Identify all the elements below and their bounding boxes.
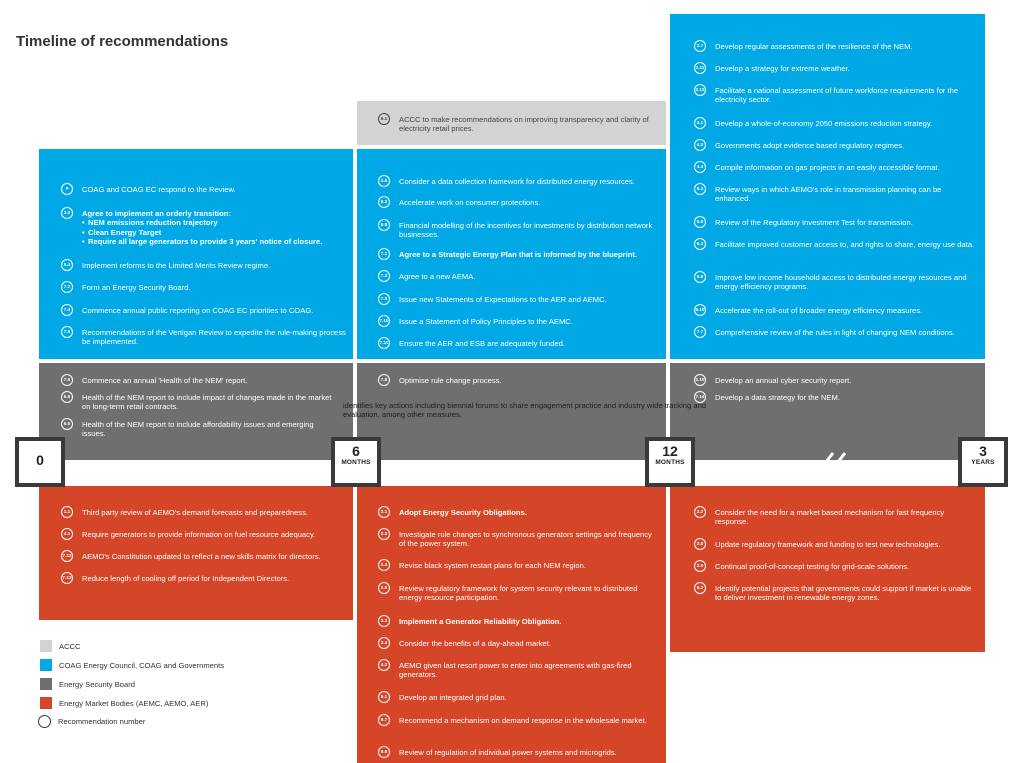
- recommendation-text: Recommend a mechanism on demand response in the wholesale market.: [399, 716, 647, 725]
- recommendation: [378, 221, 658, 240]
- recommendation: [694, 584, 977, 603]
- timeline-marker-6-months: [331, 437, 381, 487]
- recommendation-number: 4.4: [694, 161, 706, 173]
- recommendation-number: 6.6: [694, 271, 706, 283]
- recommendation-number: 2.3: [378, 528, 390, 540]
- recommendation-text: Continual proof-of-concept testing for grid-scale solutions.: [715, 562, 910, 571]
- recommendation-text: Issue new Statements of Expectations to the AER and AEMC.: [399, 295, 607, 304]
- recommendation-number: 3.1: [694, 117, 706, 129]
- legend-label: Recommendation number: [58, 717, 146, 726]
- recommendation-number: 2.7: [694, 40, 706, 52]
- recommendation: [61, 574, 346, 584]
- recommendation-text: Health of the NEM report to include impact of changes made in the market on long-term retail contracts.: [82, 393, 332, 412]
- recommendation: [378, 693, 658, 703]
- recommendation: [61, 261, 346, 271]
- recommendation-number: 7.9: [61, 326, 73, 338]
- recommendation-number: 5.1: [378, 691, 390, 703]
- bullet-item: • Clean Energy Target: [88, 228, 322, 237]
- recommendation: [378, 508, 658, 518]
- recommendation-text: Adopt Energy Security Obligations.: [399, 508, 527, 517]
- recommendation: [694, 376, 977, 386]
- recommendation-number: 4.3: [694, 139, 706, 151]
- recommendation: [378, 530, 658, 549]
- recommendation-text: COAG and COAG EC respond to the Review.: [82, 185, 236, 194]
- recommendation-number: 7.5: [378, 293, 390, 305]
- legend-swatch: [40, 697, 52, 709]
- recommendation-number: 6.2: [378, 196, 390, 208]
- recommendation-number: 2.6: [378, 175, 390, 187]
- recommendation-text: Health of the NEM report to include affordability issues and emerging issues.: [82, 420, 314, 439]
- recommendation-text: ACCC to make recommendations on improving transparency and clarity of electricity retail prices.: [399, 115, 649, 134]
- recommendation-number: 2.4: [378, 559, 390, 571]
- recommendation: [694, 42, 977, 52]
- recommendation-number: 2.8: [694, 538, 706, 550]
- recommendation-text: Require generators to provide information on fuel resource adequacy.: [82, 530, 316, 539]
- recommendation: [694, 185, 977, 204]
- marker-value: 3: [979, 443, 987, 459]
- recommendation: [378, 115, 658, 134]
- recommendation: [694, 540, 977, 550]
- recommendation: [61, 283, 346, 293]
- recommendation-number: 3.3: [378, 615, 390, 627]
- timeline-break-icon: [818, 450, 852, 470]
- recommendation: [694, 86, 977, 105]
- recommendation-text: Identify potential projects that governments could support if market is unable to deliver investment in renewable energy zones.: [715, 584, 972, 603]
- recommendation-text: Review regulatory framework for system security relevant to distributed energy resource participation.: [399, 584, 638, 603]
- recommendation-number: 7.14: [694, 391, 706, 403]
- recommendation-number: 6.8: [378, 219, 390, 231]
- coag-panel-12-months-3-years: [670, 14, 985, 359]
- legend-item-esb: [40, 678, 300, 690]
- recommendation-number: 6.10: [694, 304, 706, 316]
- recommendation: [61, 530, 346, 540]
- recommendation-text: Develop a whole-of-economy 2050 emissions reduction strategy.: [715, 119, 933, 128]
- recommendation-number: 7.8: [378, 374, 390, 386]
- recommendation-number: 2.9: [694, 560, 706, 572]
- marker-value: 12: [662, 443, 678, 459]
- recommendation-number: 7.1: [378, 248, 390, 260]
- recommendation: [694, 393, 977, 403]
- recommendation-text: Agree to a Strategic Energy Plan that is informed by the blueprint.: [399, 250, 637, 259]
- legend-swatch: [40, 678, 52, 690]
- recommendation: [694, 240, 977, 250]
- recommendation: [61, 185, 346, 195]
- recommendation: [61, 508, 346, 518]
- recommendation-text: Third party review of AEMO's demand forecasts and preparedness.: [82, 508, 308, 517]
- recommendation-text: Accelerate the roll-out of broader energy efficiency measures.: [715, 306, 923, 315]
- recommendation: [61, 209, 346, 247]
- recommendation: [378, 748, 658, 758]
- legend-swatch: [40, 659, 52, 671]
- recommendation-text: AEMO's Constitution updated to reflect a new skills matrix for directors.: [82, 552, 321, 561]
- recommendation-number: 4.2: [378, 659, 390, 671]
- recommendation-text: Implement a Generator Reliability Obligation.: [399, 617, 562, 626]
- recommendation: [694, 141, 977, 151]
- recommendation: [378, 617, 658, 627]
- recommendation: [378, 198, 658, 208]
- coag-panel-6-12-months: [357, 149, 666, 359]
- timeline-marker-0: [15, 437, 65, 487]
- recommendation: [378, 317, 658, 327]
- recommendation: [694, 163, 977, 173]
- recommendation: [694, 119, 977, 129]
- legend-item-coag: [40, 659, 300, 671]
- recommendation-text: Agree to implement an orderly transition:: [82, 209, 231, 218]
- recommendation-number: 2.1: [378, 506, 390, 518]
- recommendation-text: Review of regulation of individual power systems and microgrids.: [399, 748, 617, 757]
- recommendation-text: Ensure the AER and ESB are adequately funded.: [399, 339, 565, 348]
- recommendation-text: Accelerate work on consumer protections.: [399, 198, 541, 207]
- recommendation: [378, 177, 658, 187]
- recommendation-number: 6.3: [694, 238, 706, 250]
- recommendation-text: Governments adopt evidence based regulatory regimes.: [715, 141, 905, 150]
- recommendation-text: Consider the need for a market based mechanism for fast frequency response.: [715, 508, 945, 527]
- recommendation-number: 1.1: [61, 506, 73, 518]
- timeline-marker-12-months: [645, 437, 695, 487]
- recommendation-text: Consider a data collection framework for distributed energy resources.: [399, 177, 635, 186]
- legend-label: ACCC: [59, 641, 81, 651]
- recommendation: [378, 661, 658, 680]
- legend-label: Energy Market Bodies (AEMC, AEMO, AER): [59, 698, 209, 708]
- recommendation-text: Implement reforms to the Limited Merits Review regime.: [82, 261, 271, 270]
- recommendation-text: Agree to a new AEMA.: [399, 272, 476, 281]
- recommendation-number: 2.2: [694, 506, 706, 518]
- recommendation: [61, 393, 336, 412]
- market-panel-0-6-months: [39, 486, 353, 620]
- recommendation-text: Develop a strategy for extreme weather.: [715, 64, 850, 73]
- marker-unit: MONTHS: [655, 459, 685, 466]
- recommendation-number: 6.5: [61, 391, 73, 403]
- recommendation: [378, 339, 658, 349]
- legend-item-accc: [40, 640, 300, 652]
- recommendation: [61, 328, 346, 347]
- recommendation: [378, 250, 658, 260]
- recommendation-number: 7.10: [378, 315, 390, 327]
- recommendation-number: 6.9: [378, 746, 390, 758]
- legend-swatch: [40, 640, 52, 652]
- marker-value: 6: [352, 443, 360, 459]
- timeline-marker-3-years: [958, 437, 1008, 487]
- recommendation: [694, 218, 977, 228]
- recommendation: [694, 273, 977, 292]
- recommendation-number: 7.4: [61, 304, 73, 316]
- recommendation-number: 6.6: [61, 418, 73, 430]
- legend-label: COAG Energy Council, COAG and Governments: [59, 660, 225, 670]
- recommendation: [378, 376, 658, 386]
- recommendation-number: 2.10: [694, 374, 706, 386]
- page-title: Timeline of recommendations: [16, 33, 229, 50]
- recommendation-text: Develop an integrated grid plan.: [399, 693, 507, 702]
- recommendation: [378, 295, 658, 305]
- recommendation-number: 7.11: [378, 337, 390, 349]
- recommendation-number: 7.3: [378, 270, 390, 282]
- recommendation-text: Improve low income household access to distributed energy resources and energy efficiency programs.: [715, 273, 967, 292]
- recommendation-number: 5.3: [694, 183, 706, 195]
- marker-unit: MONTHS: [341, 459, 371, 466]
- recommendation: [378, 716, 658, 726]
- recommendation-number: 2.12: [694, 84, 706, 96]
- recommendation-text: Financial modelling of the incentives for investments by distribution network businesses.: [399, 221, 653, 240]
- recommendation: [378, 561, 658, 571]
- recommendation: [378, 639, 658, 649]
- recommendation-text: AEMO given last resort power to enter into agreements with gas-fired generators.: [399, 661, 632, 680]
- legend-item-recommendation-number: [38, 715, 298, 728]
- recommendation-text: Update regulatory framework and funding to test new technologies.: [715, 540, 941, 549]
- recommendation-text: Optimise rule change process.: [399, 376, 502, 385]
- recommendation-number: 7.2: [61, 281, 73, 293]
- overlay-text: identifies key actions including biennial forums to share engagement practice and industry wide tracking and evaluation, among other measures.: [343, 401, 707, 419]
- legend-item-market-bodies: [40, 697, 300, 709]
- recommendation-text: Facilitate a national assessment of future workforce requirements for the electricity sector.: [715, 86, 959, 105]
- recommendation-text: Comprehensive review of the rules in light of changing NEM conditions.: [715, 328, 955, 337]
- recommendation: [61, 420, 336, 439]
- bullet-item: • NEM emissions reduction trajectory: [88, 218, 322, 227]
- recommendation: [694, 508, 977, 527]
- accc-panel: [357, 101, 666, 145]
- recommendation-number: •: [61, 183, 73, 195]
- recommendation-text: Form an Energy Security Board.: [82, 283, 191, 292]
- marker-value: 0: [36, 452, 44, 468]
- bullet-item: • Require all large generators to provide 3 years' notice of closure.: [88, 237, 322, 246]
- recommendation-text: Reduce length of cooling off period for Independent Directors.: [82, 574, 290, 583]
- recommendation: [61, 306, 346, 316]
- recommendation-number: 3.2: [61, 207, 73, 219]
- recommendation-text: Investigate rule changes to synchronous generators settings and frequency of the power system.: [399, 530, 652, 549]
- recommendation-text: Review of the Regulatory Investment Test for transmission.: [715, 218, 913, 227]
- legend-label: Energy Security Board: [59, 679, 135, 689]
- circle-icon: [38, 715, 51, 728]
- recommendation-text: Develop regular assessments of the resilience of the NEM.: [715, 42, 913, 51]
- recommendation-text: Consider the benefits of a day-ahead market.: [399, 639, 551, 648]
- market-panel-12-months-3-years: [670, 486, 985, 652]
- recommendation-text: Revise black system restart plans for each NEM region.: [399, 561, 586, 570]
- recommendation-text: Facilitate improved customer access to, and rights to share, energy use data.: [715, 240, 975, 249]
- recommendation-text: Commence annual public reporting on COAG EC priorities to COAG.: [82, 306, 314, 315]
- market-panel-6-12-months: [357, 486, 666, 763]
- recommendation-text: Review ways in which AEMO's role in transmission planning can be enhanced.: [715, 185, 942, 204]
- recommendation-number: 3.4: [378, 637, 390, 649]
- recommendation-number: 5.5: [694, 216, 706, 228]
- recommendation: [378, 272, 658, 282]
- recommendation-number: 2.11: [694, 62, 706, 74]
- recommendation: [694, 306, 977, 316]
- recommendation: [694, 64, 977, 74]
- recommendation-number: 4.1: [61, 528, 73, 540]
- marker-unit: YEARS: [971, 459, 995, 466]
- bullet-list: [82, 218, 322, 246]
- recommendation: [61, 376, 336, 386]
- recommendation-number: 2.5: [378, 582, 390, 594]
- recommendation: [694, 562, 977, 572]
- recommendation: [378, 584, 658, 603]
- recommendation-number: 6.1: [378, 113, 390, 125]
- recommendation-number: 6.7: [378, 714, 390, 726]
- recommendation-text: Develop an annual cyber security report.: [715, 376, 852, 385]
- recommendation-text: Issue a Statement of Policy Principles to the AEMC.: [399, 317, 573, 326]
- recommendation-number: 5.4: [61, 259, 73, 271]
- recommendation-number: 5.2: [694, 582, 706, 594]
- recommendation-number: 7.13: [61, 572, 73, 584]
- esb-panel-0-6-months: [39, 363, 353, 460]
- recommendation-number: 7.7: [694, 326, 706, 338]
- recommendation: [61, 552, 346, 562]
- recommendation-text: Develop a data strategy for the NEM.: [715, 393, 840, 402]
- recommendation-text: Recommendations of the Vertigan Review to expedite the rule-making process be implemented.: [82, 328, 346, 347]
- recommendation-text: Commence an annual 'Health of the NEM' report.: [82, 376, 248, 385]
- recommendation-number: 7.12: [61, 550, 73, 562]
- recommendation-text: Compile information on gas projects in an easily accessible format.: [715, 163, 940, 172]
- recommendation: [694, 328, 977, 338]
- coag-panel-0-6-months: [39, 149, 353, 359]
- recommendation-number: 7.6: [61, 374, 73, 386]
